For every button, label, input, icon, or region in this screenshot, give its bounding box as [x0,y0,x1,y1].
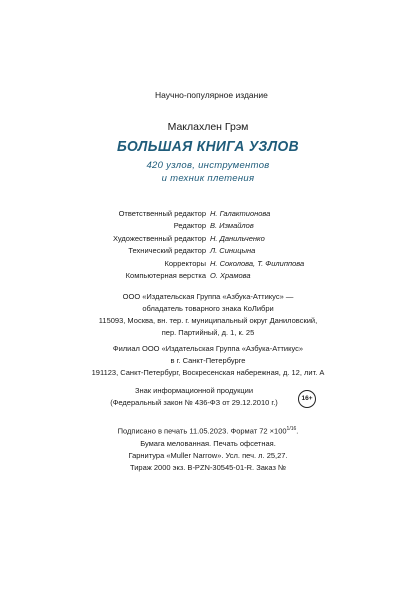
print-details-line: Тираж 2000 экз. B-PZN-30545-01-R. Заказ № [129,462,287,472]
credit-name: Н. Соколова, Т. Филиппова [210,258,305,268]
print-details-line: Гарнитура «Muller Narrow». Усл. печ. л. 25,27. [128,450,288,460]
print-format-end: . [296,426,299,436]
print-format-text: Подписано в печать 11.05.2023. Формат 72 ×100 [117,426,287,436]
book-title: БОЛЬШАЯ КНИГА УЗЛОВ [117,138,299,155]
credit-name: Н. Галактионова [210,209,271,218]
info-sign-line: Знак информационной продукции [134,386,254,395]
subtitle-line-2: и техник плетения [161,173,255,184]
credit-role: Компьютерная верстка [125,270,206,280]
credit-row [0,209,416,221]
info-sign-line: (Федеральный закон № 436-ФЗ от 29.12.2010 г.) [110,398,278,407]
branch-line: Филиал ООО «Издательская Группа «Азбука-Аттикус» [112,344,304,353]
edition-type: Научно-популярное издание [155,90,268,100]
credit-role: Корректоры [164,258,206,268]
credit-role: Художественный редактор [113,233,206,243]
print-details-line: Бумага мелованная. Печать офсетная. [140,438,276,448]
credits-list [0,209,416,283]
author-name: Маклахлен Грэм [167,121,249,133]
branch-line: 191123, Санкт-Петербург, Воскресенская набережная, д. 12, лит. А [91,368,325,377]
credit-role: Редактор [173,221,206,231]
credit-role: Технический редактор [128,246,206,256]
publisher-line: обладатель товарного знака КоЛибри [142,304,274,313]
publisher-line: ООО «Издательская Группа «Азбука-Аттикус» — [122,292,294,301]
credit-row [0,221,416,233]
age-rating-badge: 16+ [298,390,316,408]
branch-line: в г. Санкт-Петербурге [170,356,246,365]
subtitle-line-1: 420 узлов, инструментов [146,160,270,171]
credit-name: В. Измайлов [210,221,254,231]
print-details-block [0,423,416,474]
credit-row [0,234,416,246]
publisher-line: пер. Партийный, д. 1, к. 25 [161,328,255,337]
credit-name: О. Храмова [210,270,251,280]
credit-row [0,246,416,258]
format-fraction: 1/16 [286,426,297,432]
print-details-line [0,423,416,438]
credit-row [0,271,416,283]
branch-block [0,343,416,379]
publisher-line: 115093, Москва, вн. тер. г. муниципальный округ Даниловский, [98,316,318,325]
credit-row [0,259,416,271]
credit-name: Л. Синицына [210,246,256,256]
info-sign-block [0,385,402,409]
credit-role: Ответственный редактор [118,209,206,218]
credit-name: Н. Данильченко [210,233,265,243]
publisher-block [0,291,416,339]
